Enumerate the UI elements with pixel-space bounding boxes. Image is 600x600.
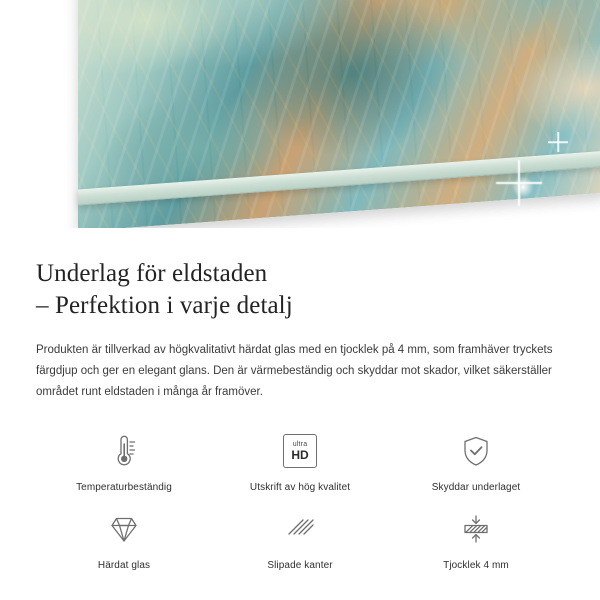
feature-label-thickness: Tjocklek 4 mm xyxy=(443,560,509,571)
thermometer-icon xyxy=(103,429,145,473)
feature-item-temperature xyxy=(36,429,212,493)
feature-grid xyxy=(36,429,564,571)
page-title-line-1: Underlag för eldstaden xyxy=(36,260,268,287)
feature-item-protection xyxy=(388,429,564,493)
content-area xyxy=(0,228,600,571)
page-title-line-2: – Perfektion i varje detalj xyxy=(36,292,293,319)
feature-label-temperature: Temperaturbeständig xyxy=(76,482,172,493)
diamond-icon xyxy=(103,507,145,551)
feature-label-print-quality: Utskrift av hög kvalitet xyxy=(249,482,351,493)
thickness-arrows-icon xyxy=(455,507,497,551)
polished-edges-icon xyxy=(279,507,321,551)
feature-label-polished-edges: Slipade kanter xyxy=(267,560,333,571)
page-title xyxy=(36,258,564,322)
feature-label-tempered-glass: Härdat glas xyxy=(97,560,151,571)
feature-label-protection: Skyddar underlaget xyxy=(431,482,521,493)
feature-item-thickness xyxy=(388,507,564,571)
feature-item-polished-edges xyxy=(212,507,388,571)
feature-item-tempered-glass xyxy=(36,507,212,571)
hero-product-image xyxy=(0,0,600,228)
feature-item-print-quality xyxy=(212,429,388,493)
ultra-hd-icon xyxy=(283,429,317,473)
description-paragraph: Produkten är tillverkad av högkvalitativt härdat glas med en tjocklek på 4 mm, som framhäver tryckets färgdjup och ger en elegant glans. Den är värmebeständig och skyddar mot skador, vilket säkerställer området runt eldstaden i många år framöver. xyxy=(36,344,553,398)
ultra-hd-badge-top: ultra xyxy=(292,441,308,448)
shield-check-icon xyxy=(455,429,497,473)
ultra-hd-badge-bottom: HD xyxy=(291,448,309,462)
